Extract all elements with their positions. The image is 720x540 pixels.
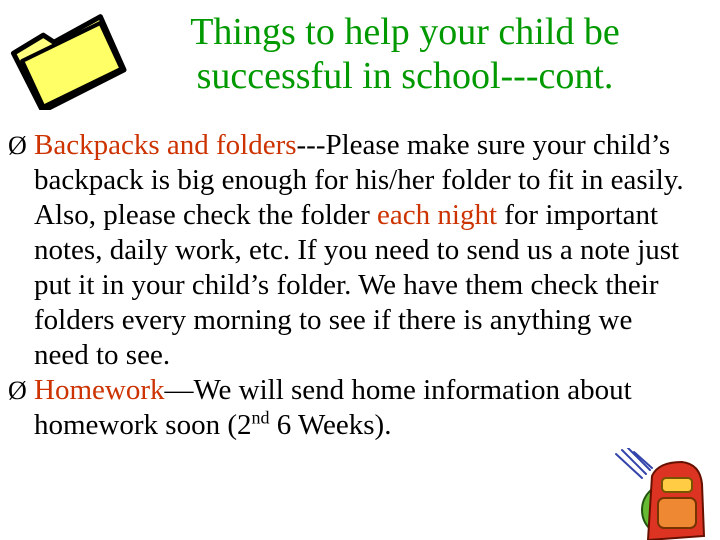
bullet-homework xyxy=(8,373,688,443)
arrow-bullet-icon: Ø xyxy=(8,376,27,405)
bullet-lead: Backpacks and folders xyxy=(34,129,297,161)
bullet-text: 6 Weeks). xyxy=(269,409,392,441)
bullet-lead: Homework xyxy=(34,374,165,406)
bullet-text: —We will send home information about homework soon (2 xyxy=(34,374,632,441)
folder-clipart-icon xyxy=(0,0,128,110)
arrow-bullet-icon: Ø xyxy=(8,131,27,160)
title-line-1: Things to help your child be xyxy=(190,11,620,53)
bullet-backpacks xyxy=(8,128,688,373)
slide-title xyxy=(140,10,670,98)
bullet-list xyxy=(8,128,688,443)
bullet-text: ---Please make sure your child’s backpack is big enough for his/her folder to fit in easily. Also, please check the folder xyxy=(34,129,684,231)
ordinal-suffix: nd xyxy=(251,407,270,428)
title-line-2: successful in school---cont. xyxy=(196,55,614,97)
bullet-text: for important notes, daily work, etc. If you need to send us a note just put it in your child’s folder. We have them check their folders every morning to see if there is anything we need to see. xyxy=(34,199,680,371)
backpack-clipart-icon xyxy=(612,448,720,540)
bullet-highlight: each night xyxy=(377,199,498,231)
